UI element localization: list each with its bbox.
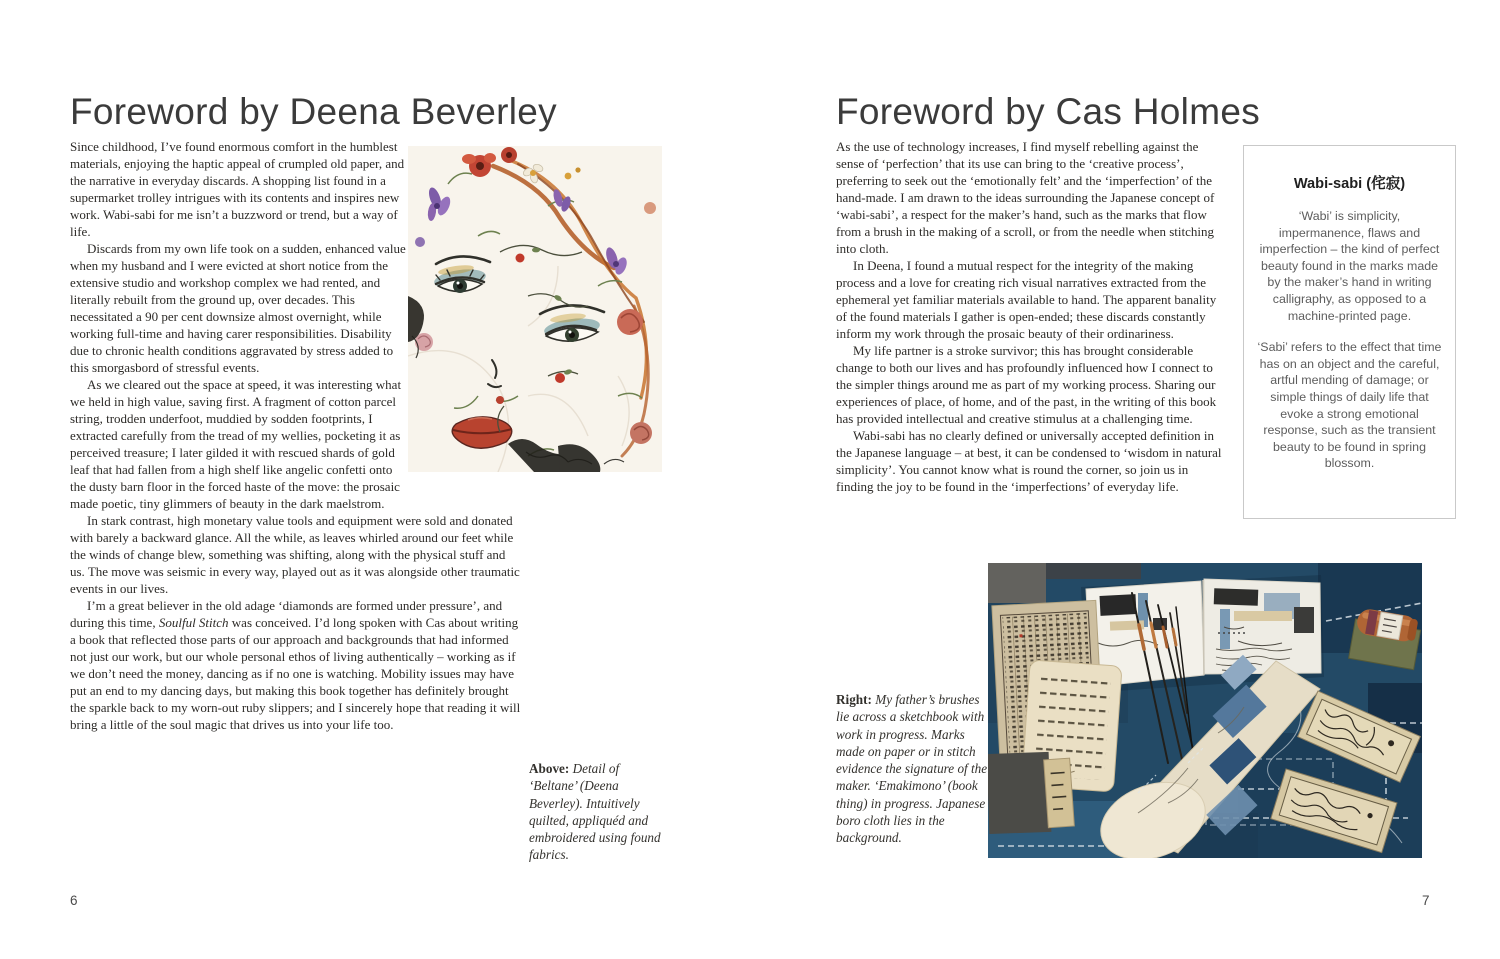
paragraph: Wabi-sabi has no clearly defined or universally accepted definition in the Japanese language – at best, it can be condensed to ‘wisdom in natural simplicity’. You cannot know what is round the corner, so join us in finding the joy to be found in the ‘imperfections’ of everyday life. [836,428,1222,494]
paragraph-text: was conceived. I’d long spoken with Cas about writing a book that reflected those parts of our approach and backgrounds that had informed not just our work, but our whole personal ethos of living authentically – working as if we don’t need the money, dancing as if no one is watching. Mobility issues may have put an end to my dancing days, but making this book together has definitely brought the sparkle back to my worn-out ruby slippers; and I sincerely hope that reading it will bring a little of the soul magic that drives us into your life too. [70,615,521,732]
paragraph: In stark contrast, high monetary value tools and equipment were sold and donated with barely a backward glance. All the while, as leaves whirled around our feet while the winds of change blew, something was shifting, along with the physical stuff and us. The move was seismic in every way, played out as it was alongside other traumatic events in our lives. [70,513,520,596]
left-page-title: Foreword by Deena Beverley [70,90,557,132]
paragraph-text: I’m a great believer in the old adage ‘diamonds are formed under pressure’, and during this time, [70,598,503,630]
right-page-title: Foreword by Cas Holmes [836,90,1261,132]
paragraph: As we cleared out the space at speed, it was interesting what we held in high value, saving first. A fragment of cotton parcel string, trodden underfoot, muddied by sodden footprints, I extracted carefully from the tread of my wellies, pocketing it as perceived treasure; I later gilded it with rescued shards of gold leaf that had fallen from a high shelf like angelic confetti onto the dusty barn floor in the forced haste of the move: the prosaic made poetic, tiny glimmers of beauty in the dark maelstrom. [70,377,402,511]
right-page-body [836,138,1228,495]
wabi-definition: ‘Wabi’ is simplicity, impermanence, flaws and imperfection – the kind of perfect beauty found in the marks made by the maker’s hand in writing calligraphy, as opposed to a machine-printed page. [1259,209,1440,323]
wabi-sabi-definition-box [1243,145,1456,519]
beltane-quilt-photo-art [408,146,662,472]
paragraph: Since childhood, I’ve found enormous comfort in the humblest materials, enjoying the haptic appeal of crumpled old paper, and the narrative in everyday discards. A shopping list found in a supermarket trolley intrigues with its contents and inspires new work. Wabi-sabi for me isn’t a buzzword or trend, but a way of life. [70,139,405,239]
left-photo-caption [529,760,669,864]
caption-label: Above: [529,761,570,776]
caption-text: Detail of ‘Beltane’ (Deena Beverley). Intuitively quilted, appliquéd and embroidered using found fabrics. [529,761,661,863]
paragraph: In Deena, I found a mutual respect for the integrity of the making process and a love for creating rich visual narratives extracted from the ephemeral yet familiar materials available to hand. The apparent banality of the found materials I gather is open-ended; these discards constantly inform my work through the prosaic beauty of their ordinariness. [836,258,1217,341]
book-title-mention: Soulful Stitch [158,615,229,630]
brushes-sketchbook-photo-art [988,563,1422,858]
brushes-sketchbook-photo [988,563,1422,863]
left-page-body [70,138,522,733]
sabi-definition: ‘Sabi’ refers to the effect that time has on an object and the careful, artful mending of damage; or simple things of daily life that evoke a strong emotional response, such as the transient beauty to be found in spring blossom. [1257,340,1442,471]
caption-label: Right: [836,692,872,707]
right-page-number: 7 [1422,893,1430,908]
beltane-quilt-photo [408,138,522,480]
right-photo-caption [836,691,988,847]
caption-text: My father’s brushes lie across a sketchbook with work in progress. Marks made on paper or in stitch evidence the signature of the maker. ‘Emakimono’ (book thing) in progress. Japanese boro cloth lies in the background. [836,692,988,846]
paragraph: My life partner is a stroke survivor; this has brought considerable change to both our lives and has profoundly influenced how I connect to the simpler things around me as part of my working process. Sharing our experiences of place, of home, and of the past, in the writing of this book has provided intellectual and creative stimulus at a challenging time. [836,343,1217,426]
paragraph [70,597,522,733]
paragraph: As the use of technology increases, I find myself rebelling against the sense of ‘perfection’ that its use can bring to the ‘creative process’, preferring to seek out the ‘emotionally felt’ and the ‘imperfection’ of the hand-made. I am drawn to the ideas surrounding the Japanese concept of ‘wabi-sabi’, a respect for the maker’s hand, such as the marks that flow from a brush in the making of a scroll, or from the needle when stitching into cloth. [836,139,1215,256]
paragraph: Discards from my own life took on a sudden, enhanced value when my husband and I were evicted at short notice from the extensive studio and workshop complex we had rented, and literally rebuilt from the ground up, over decades. This necessitated a 90 per cent downsize almost overnight, while working full-time and having carer responsibilities. Disability due to chronic health conditions aggravated by stress added to this smorgasbord of stressful events. [70,241,406,375]
left-page-number: 6 [70,893,78,908]
wabi-sabi-box-heading: Wabi-sabi (侘寂) [1293,176,1406,192]
